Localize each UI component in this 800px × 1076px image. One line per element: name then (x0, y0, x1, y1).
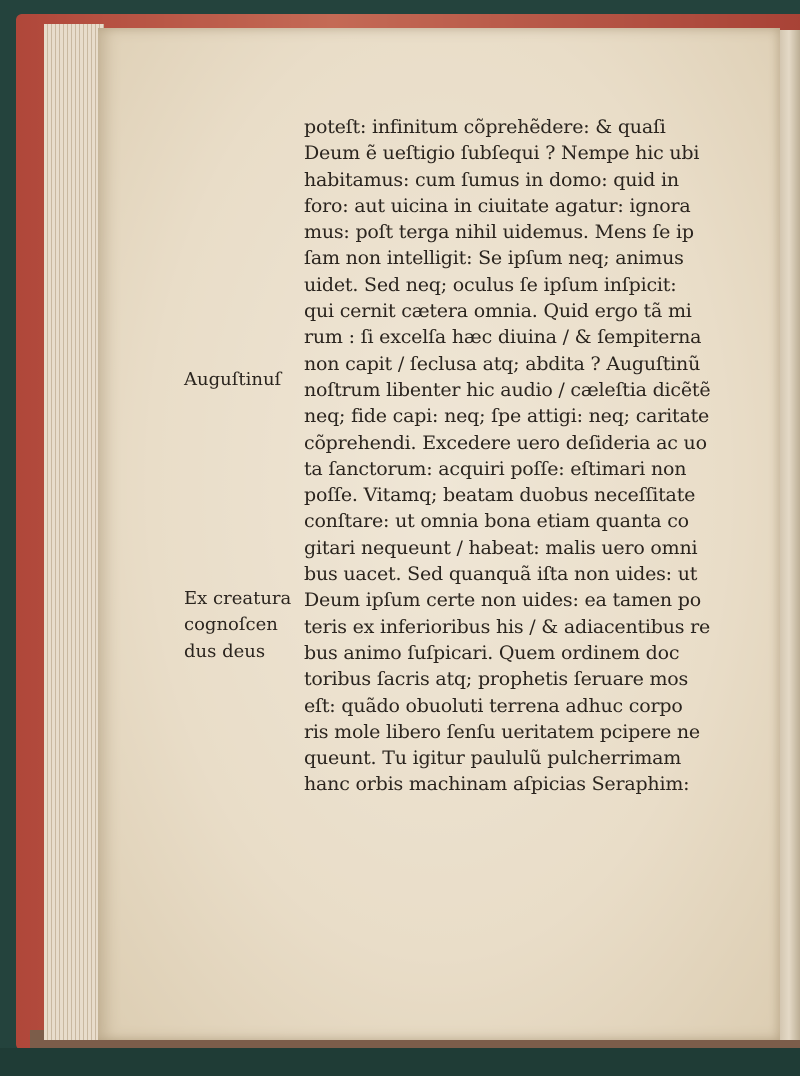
text-line: foro: aut uicina in ciuitate agatur: ignora (304, 194, 691, 217)
text-line: poteſt: infinitum cõprehẽdere: & quaſi (304, 116, 666, 138)
text-line: bus uacet. Sed quanquã iſta non uides: ut (304, 563, 698, 586)
text-line: non capit / ſeclusa atq; abdita ? Auguſtinũ (304, 352, 701, 375)
text-line: gitari nequeunt / habeat: malis uero omni (304, 536, 698, 559)
text-line: cõprehendi. Excedere uero deſideria ac uo (304, 431, 707, 454)
text-line: toribus ſacris atq; prophetis ſeruare mos (304, 668, 689, 691)
margin-note-ex-creatura (184, 586, 291, 665)
margin-note-augustinus (184, 367, 281, 393)
text-line: conſtare: ut omnia bona etiam quanta co (304, 510, 689, 533)
text-line: mus: poſt terga nihil uidemus. Mens ſe ip (304, 221, 694, 244)
margin-note-line: Auguſtinuſ (184, 369, 282, 390)
text-line: queunt. Tu igitur paululũ pulcherrimam (304, 747, 682, 770)
main-text-block (304, 114, 711, 798)
page-edges (44, 24, 104, 1040)
background-band (0, 1048, 800, 1076)
text-line: neq; fide capi: neq; ſpe attigi: neq; caritate (304, 405, 710, 428)
margin-note-line: dus deus (184, 640, 266, 662)
margin-note-line: Ex creatura (184, 588, 292, 609)
text-line: eſt: quãdo obuoluti terrena adhuc corpo (304, 694, 683, 717)
text-line: habitamus: cum ſumus in domo: quid in (304, 168, 679, 191)
text-line: hanc orbis machinam aſpicias Seraphim: (304, 773, 690, 796)
text-line: noſtrum libenter hic audio / cæleſtia dicẽtẽ (304, 378, 711, 401)
text-line: teris ex inferioribus his / & adiacentibus re (304, 615, 711, 638)
text-line: ſam non intelligit: Se ipſum neq; animus (304, 247, 684, 270)
text-line: bus animo ſuſpicari. Quem ordinem doc (304, 641, 680, 664)
text-line: qui cernit cætera omnia. Quid ergo tã mi (304, 300, 692, 323)
text-line: uidet. Sed neq; oculus ſe ipſum inſpicit: (304, 273, 677, 296)
text-line: ris mole libero ſenſu ueritatem pcipere ne (304, 720, 700, 743)
text-line: Deum ipſum certe non uides: ea tamen po (304, 589, 701, 612)
text-line: Deum ẽ ueſtigio ſubſequi ? Nempe hic ubi (304, 142, 700, 165)
text-line: poſſe. Vitamq; beatam duobus neceſſitate (304, 484, 696, 507)
facing-page-edge (778, 30, 800, 1040)
text-line: ta ſanctorum: acquiri poſſe: eſtimari non (304, 457, 687, 480)
text-line: rum : ſi excelſa hæc diuina / & ſempiterna (304, 326, 702, 349)
margin-note-line: cognoſcen (184, 614, 278, 636)
